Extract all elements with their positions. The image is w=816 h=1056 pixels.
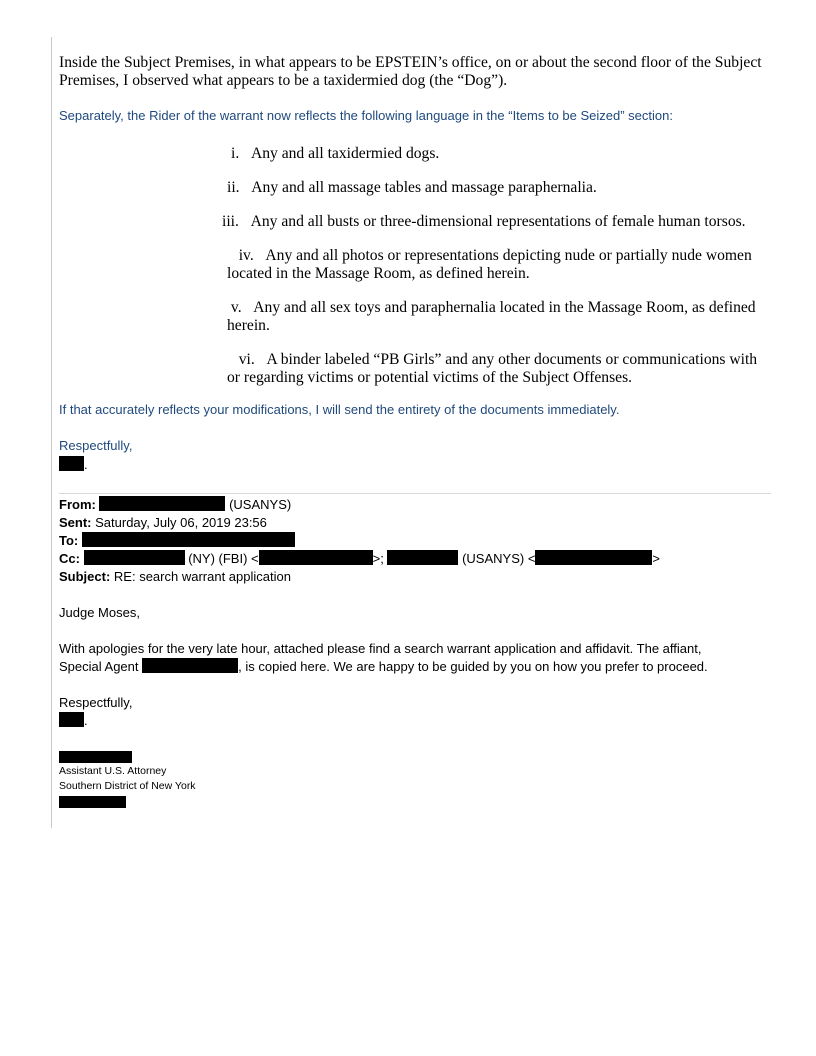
redaction-block: [99, 496, 225, 511]
redaction-block: [82, 532, 295, 547]
redaction-block: [259, 550, 373, 565]
item-number: ii.: [227, 179, 240, 196]
reply-signature: [59, 456, 88, 474]
item-text: Any and all busts or three-dimensional representations of female human torsos.: [250, 213, 746, 230]
signature-period: .: [84, 457, 88, 472]
item-text-continued: herein.: [227, 317, 270, 334]
list-item: [222, 213, 746, 231]
to-line: [59, 532, 295, 550]
signature-name: [59, 751, 132, 763]
from-line: [59, 496, 291, 514]
cc-part3: (USANYS) <: [462, 551, 536, 566]
redaction-block: [535, 550, 652, 565]
signature-period: .: [84, 713, 88, 728]
reply-signoff: Respectfully,: [59, 438, 133, 453]
item-number: iv.: [238, 247, 254, 264]
cc-line: [59, 550, 660, 568]
redaction-block: [387, 550, 458, 565]
redaction-block: [59, 796, 126, 808]
item-text: A binder labeled “PB Girls” and any other documents or communications with: [266, 351, 758, 368]
signature-contact: [59, 796, 126, 808]
item-text-continued: located in the Massage Room, as defined herein.: [227, 265, 530, 282]
redaction-block: [142, 658, 238, 673]
item-number: v.: [230, 299, 242, 316]
redaction-block: [84, 550, 185, 565]
subject-label: Subject:: [59, 569, 111, 584]
intro-paragraph: Inside the Subject Premises, in what appears to be EPSTEIN’s office, on or about the second floor of the Subject Premises, I observed what appears to be a taxidermied dog (the “Dog”).: [59, 54, 762, 89]
list-item: [231, 145, 439, 163]
item-number: iii.: [222, 213, 239, 230]
cc-label: Cc:: [59, 551, 80, 566]
redaction-block: [59, 712, 84, 727]
list-item: [227, 299, 775, 335]
list-item: [227, 247, 775, 283]
item-text: Any and all sex toys and paraphernalia located in the Massage Room, as defined: [253, 299, 756, 316]
reply-quote-bar: [51, 37, 52, 828]
signature-office: Southern District of New York: [59, 780, 196, 792]
cc-part1: (NY) (FBI) <: [188, 551, 259, 566]
item-number: i.: [231, 145, 240, 162]
closing-sentence: If that accurately reflects your modifications, I will send the entirety of the documents immediately.: [59, 402, 620, 417]
sent-value: Saturday, July 06, 2019 23:56: [95, 515, 267, 530]
divider: [59, 493, 771, 494]
from-suffix: (USANYS): [229, 497, 292, 512]
redaction-block: [59, 456, 84, 471]
list-item: [227, 179, 597, 197]
original-signoff: Respectfully,: [59, 695, 133, 710]
subject-line: [59, 568, 291, 586]
item-number: vi.: [238, 351, 255, 368]
greeting: Judge Moses,: [59, 605, 140, 620]
body-line-2: [59, 658, 708, 676]
sent-label: Sent:: [59, 515, 92, 530]
redaction-block: [59, 751, 132, 763]
body-line-1: With apologies for the very late hour, attached please find a search warrant application and affidavit. The affiant,: [59, 641, 702, 656]
original-signature: [59, 712, 88, 730]
signature-title: Assistant U.S. Attorney: [59, 765, 167, 777]
item-text: Any and all massage tables and massage paraphernalia.: [251, 179, 597, 196]
item-text-continued: or regarding victims or potential victims of the Subject Offenses.: [227, 369, 633, 386]
subject-value: RE: search warrant application: [113, 569, 291, 584]
item-text: Any and all photos or representations depicting nude or partially nude women: [265, 247, 752, 264]
list-item: [227, 351, 775, 387]
cc-part4: >: [652, 551, 661, 566]
body-line-2-end: , is copied here. We are happy to be guided by you on how you prefer to proceed.: [238, 659, 708, 674]
cc-part2: >;: [372, 551, 384, 566]
from-label: From:: [59, 497, 96, 512]
sent-line: [59, 514, 267, 532]
body-line-2-start: Special Agent: [59, 659, 139, 674]
rider-sentence: Separately, the Rider of the warrant now reflects the following language in the “Items to be Seized” section:: [59, 108, 673, 123]
to-label: To:: [59, 533, 79, 548]
item-text: Any and all taxidermied dogs.: [250, 145, 440, 162]
